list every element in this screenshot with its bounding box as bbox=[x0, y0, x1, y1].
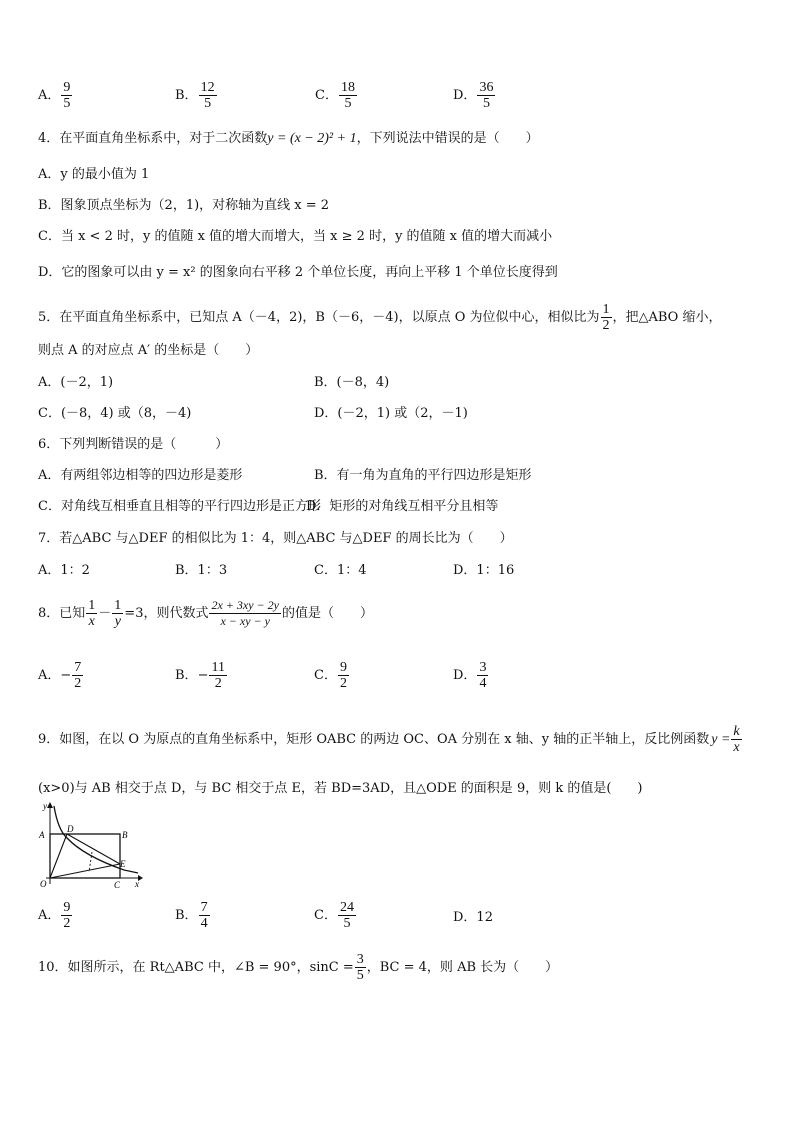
q4-option-d[interactable]: D．它的图象可以由 y = x² 的图象向右平移 2 个单位长度，再向上平移 1 个单位长度得到 bbox=[38, 265, 558, 280]
q8-option-b[interactable]: B． − $\frac{11}{2}$ bbox=[175, 660, 225, 691]
q8-option-a[interactable]: A． − $\frac{7}{2}$ bbox=[38, 660, 82, 691]
q9-figure bbox=[34, 800, 144, 890]
expression-fraction: $\frac{2x + 3xy - 2y}{x - xy - y}$ bbox=[211, 598, 279, 628]
fraction: $\frac{11}{2}$ bbox=[211, 660, 225, 691]
q7-option-d[interactable]: D．1：16 bbox=[453, 563, 515, 578]
fraction: $\frac{9}{2}$ bbox=[63, 900, 71, 931]
q7-option-b[interactable]: B．1：3 bbox=[175, 563, 228, 578]
option-label: A． bbox=[38, 87, 61, 103]
q9-stem-line1: 9．如图，在以 O 为原点的直角坐标系中，矩形 OABC 的两边 OC、OA 分别在 x 轴、y 轴的正半轴上，反比例函数 y = $\frac{k}{x}$ bbox=[38, 724, 740, 755]
ratio-fraction: $\frac{1}{2}$ bbox=[602, 302, 610, 333]
q6-option-c[interactable]: C．对角线互相垂直且相等的平行四边形是正方形 bbox=[38, 499, 321, 514]
q7-option-c[interactable]: C．1：4 bbox=[314, 563, 367, 578]
fraction: $\frac{24}{5}$ bbox=[339, 900, 354, 931]
q6-stem: 6．下列判断错误的是（ ） bbox=[38, 437, 229, 452]
q5-option-d[interactable]: D．(－2，1) 或（2，－1) bbox=[314, 406, 468, 421]
fraction-1-over-x: $\frac{1}{x}$ bbox=[88, 598, 96, 629]
segment-od bbox=[50, 834, 67, 878]
q6-option-d[interactable]: D．矩形的对角线互相平分且相等 bbox=[306, 499, 499, 514]
fraction: $\frac{36}{5}$ bbox=[479, 80, 494, 111]
q4-option-c[interactable]: C．当 x < 2 时，y 的值随 x 值的增大而增大，当 x ≥ 2 时，y 的值随 x 值的增大而减小 bbox=[38, 229, 553, 244]
label-y: y bbox=[43, 801, 47, 811]
label-d: D bbox=[67, 824, 74, 834]
q9-stem-line2: (x>0)与 AB 相交于点 D，与 BC 相交于点 E，若 BD=3AD，且△ODE 的面积是 9，则 k 的值是( ) bbox=[38, 781, 643, 796]
fraction: $\frac{18}{5}$ bbox=[340, 80, 355, 111]
fraction: $\frac{9}{2}$ bbox=[339, 660, 347, 691]
segment-de bbox=[67, 834, 120, 864]
q6-option-a[interactable]: A．有两组邻边相等的四边形是菱形 bbox=[38, 468, 243, 483]
label-x: x bbox=[135, 879, 139, 889]
option-label: B． bbox=[175, 87, 198, 103]
segment-oe bbox=[50, 864, 120, 878]
q4-option-b[interactable]: B．图象顶点坐标为（2，1)，对称轴为直线 x = 2 bbox=[38, 198, 330, 213]
fraction-1-over-y: $\frac{1}{y}$ bbox=[114, 598, 122, 629]
q8-stem: 8．已知 $\frac{1}{x}$ － $\frac{1}{y}$ =3，则代数式 $\frac{2x + 3xy - 2y}{x - xy - y}$ 的值是（ ） bbox=[38, 598, 373, 629]
q9-option-c[interactable]: C． $\frac{24}{5}$ bbox=[314, 900, 354, 931]
q7-stem: 7．若△ABC 与△DEF 的相似比为 1：4，则△ABC 与△DEF 的周长比为（ ） bbox=[38, 531, 513, 546]
label-e: E bbox=[120, 859, 126, 869]
label-a: A bbox=[39, 830, 45, 840]
q9-option-d[interactable]: D．12 bbox=[453, 910, 493, 925]
q3-option-b[interactable] bbox=[175, 80, 218, 111]
q4-stem: 4．在平面直角坐标系中，对于二次函数y = (x − 2)² + 1，下列说法中错误的是（ ） bbox=[38, 131, 539, 146]
q7-option-a[interactable]: A．1：2 bbox=[38, 563, 90, 578]
q5-option-c[interactable]: C．(－8，4) 或（8，－4) bbox=[38, 406, 192, 421]
fraction: $\frac{7}{4}$ bbox=[200, 900, 208, 931]
q3-option-d[interactable] bbox=[453, 80, 496, 111]
q8-option-c[interactable]: C． $\frac{9}{2}$ bbox=[314, 660, 347, 691]
fraction: $\frac{12}{5}$ bbox=[200, 80, 215, 111]
q3-option-a[interactable] bbox=[38, 80, 73, 111]
fraction: $\frac{9}{5}$ bbox=[63, 80, 71, 111]
q5-option-a[interactable]: A．(－2，1) bbox=[38, 375, 114, 390]
function-fraction: $\frac{k}{x}$ bbox=[733, 724, 740, 755]
q3-option-c[interactable] bbox=[315, 80, 358, 111]
fraction: $\frac{7}{2}$ bbox=[74, 660, 82, 691]
label-c: C bbox=[114, 880, 121, 890]
q4-option-a[interactable]: A．y 的最小值为 1 bbox=[38, 167, 150, 182]
q5-stem: 5．在平面直角坐标系中，已知点 A（－4，2)，B（－6，－4)，以原点 O 为位似中心，相似比为 $\frac{1}{2}$ ，把△ABO 缩小， bbox=[38, 302, 722, 333]
q8-option-d[interactable]: D． $\frac{3}{4}$ bbox=[453, 660, 487, 691]
label-b: B bbox=[122, 830, 128, 840]
y-axis-arrow bbox=[47, 802, 53, 808]
q4-formula: y = (x − 2)² + 1 bbox=[267, 131, 357, 146]
option-label: C． bbox=[315, 87, 338, 103]
q10-stem: 10．如图所示，在 Rt△ABC 中，∠B = 90°，sinC = $\frac{3}{5}$ ，BC = 4，则 AB 长为（ ） bbox=[38, 952, 559, 983]
option-label: D． bbox=[453, 87, 477, 103]
sin-fraction: $\frac{3}{5}$ bbox=[356, 952, 364, 983]
q9-option-b[interactable]: B． $\frac{7}{4}$ bbox=[175, 900, 208, 931]
q5-option-b[interactable]: B．(－8，4) bbox=[314, 375, 390, 390]
fraction: $\frac{3}{4}$ bbox=[479, 660, 487, 691]
q5-stem-line2: 则点 A 的对应点 A′ 的坐标是（ ） bbox=[38, 343, 259, 358]
q9-option-a[interactable]: A． $\frac{9}{2}$ bbox=[38, 900, 71, 931]
label-o: O bbox=[40, 879, 47, 889]
q6-option-b[interactable]: B．有一角为直角的平行四边形是矩形 bbox=[314, 468, 532, 483]
